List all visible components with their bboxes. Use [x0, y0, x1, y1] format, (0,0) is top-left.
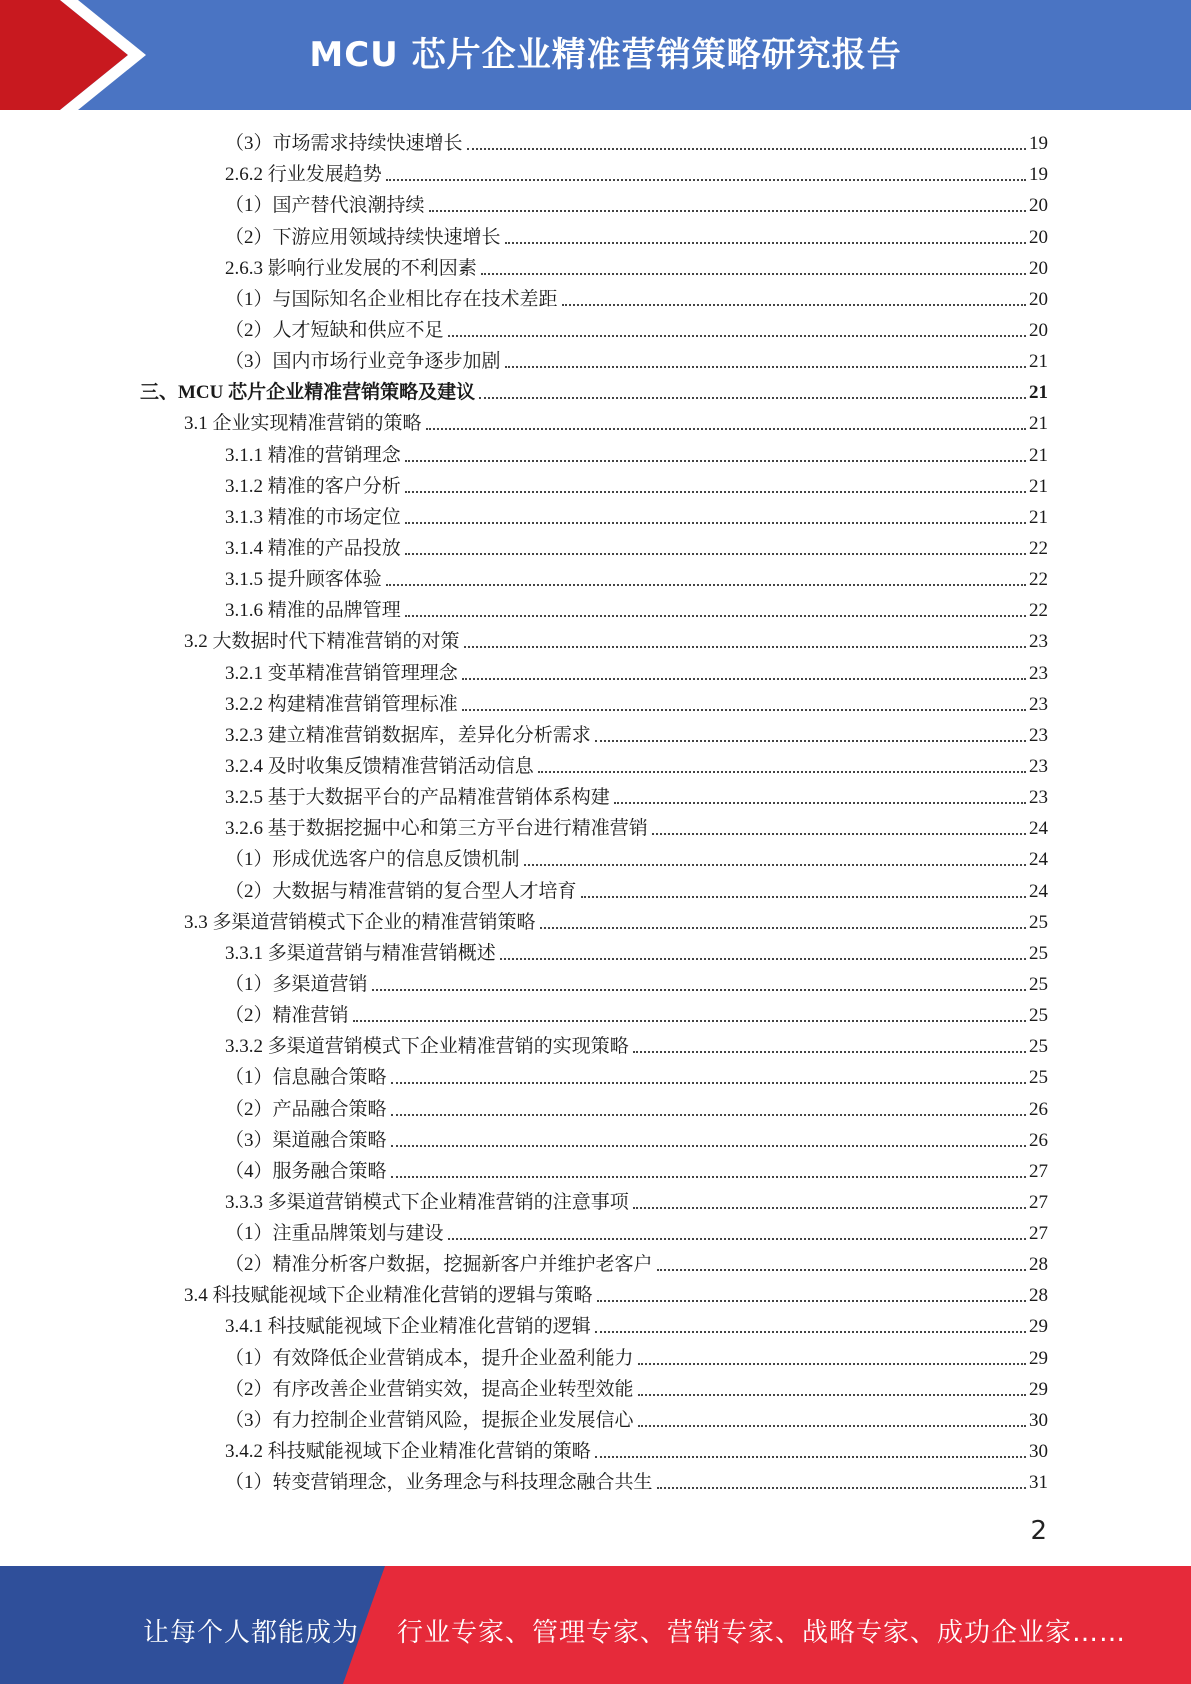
toc-dot-leader [614, 802, 1026, 804]
toc-entry[interactable] [140, 190, 1048, 221]
toc-entry[interactable] [140, 346, 1048, 377]
toc-dot-leader [405, 460, 1026, 462]
toc-entry-title: 3.2.6 基于数据挖掘中心和第三方平台进行精准营销 [225, 818, 648, 840]
toc-entry[interactable] [140, 159, 1048, 190]
toc-entry[interactable] [140, 284, 1048, 315]
toc-entry[interactable] [140, 1187, 1048, 1218]
toc-entry-page: 22 [1029, 569, 1048, 591]
toc-entry-title: （1）形成优选客户的信息反馈机制 [225, 849, 520, 871]
toc-dot-leader [638, 1363, 1026, 1365]
toc-entry-title: 3.3 多渠道营销模式下企业的精准营销策略 [184, 911, 536, 933]
toc-entry-page: 20 [1029, 257, 1048, 279]
toc-entry-title: 3.2.5 基于大数据平台的产品精准营销体系构建 [225, 787, 610, 809]
toc-dot-leader [464, 646, 1026, 648]
toc-entry[interactable] [140, 502, 1048, 533]
toc-entry[interactable] [140, 533, 1048, 564]
toc-entry[interactable] [140, 1436, 1048, 1467]
toc-dot-leader [505, 366, 1026, 368]
toc-entry-title: （1）转变营销理念，业务理念与科技理念融合共生 [225, 1472, 653, 1494]
toc-entry[interactable] [140, 408, 1048, 439]
toc-entry-title: 3.1 企业实现精准营销的策略 [184, 413, 422, 435]
table-of-contents [140, 128, 1048, 1498]
toc-entry[interactable] [140, 1031, 1048, 1062]
toc-entry-page: 21 [1029, 444, 1048, 466]
toc-entry-page: 25 [1029, 942, 1048, 964]
footer-slogan-left: 让每个人都能成为 [143, 1618, 360, 1648]
toc-dot-leader [652, 833, 1026, 835]
toc-entry-page: 24 [1029, 849, 1048, 871]
toc-entry-page: 25 [1029, 1067, 1048, 1089]
toc-entry-title: 3.4.2 科技赋能视域下企业精准化营销的策略 [225, 1441, 591, 1463]
toc-entry[interactable] [140, 689, 1048, 720]
toc-entry-page: 23 [1029, 724, 1048, 746]
toc-entry-title: （1）注重品牌策划与建设 [225, 1223, 444, 1245]
toc-entry-title: （2）人才短缺和供应不足 [225, 319, 444, 341]
toc-entry[interactable] [140, 844, 1048, 875]
toc-entry-title: 3.1.6 精准的品牌管理 [225, 600, 401, 622]
toc-entry-title: （2）大数据与精准营销的复合型人才培育 [225, 880, 577, 902]
toc-dot-leader [581, 896, 1026, 898]
toc-entry[interactable] [140, 657, 1048, 688]
toc-entry-title: （1）与国际知名企业相比存在技术差距 [225, 288, 558, 310]
toc-dot-leader [657, 1269, 1026, 1271]
toc-dot-leader [595, 1456, 1026, 1458]
toc-dot-leader [391, 1082, 1026, 1084]
toc-dot-leader [426, 428, 1026, 430]
toc-entry-title: 3.1.1 精准的营销理念 [225, 444, 401, 466]
toc-entry[interactable] [140, 1125, 1048, 1156]
toc-entry[interactable] [140, 969, 1048, 1000]
toc-entry-page: 21 [1029, 506, 1048, 528]
toc-dot-leader [462, 709, 1026, 711]
toc-entry-title: 3.3.3 多渠道营销模式下企业精准营销的注意事项 [225, 1191, 629, 1213]
toc-entry-page: 28 [1029, 1285, 1048, 1307]
toc-entry-title: 3.3.1 多渠道营销与精准营销概述 [225, 942, 496, 964]
toc-dot-leader [595, 740, 1026, 742]
toc-entry-title: 2.6.3 影响行业发展的不利因素 [225, 257, 477, 279]
toc-dot-leader [638, 1425, 1026, 1427]
toc-entry-title: （2）产品融合策略 [225, 1098, 387, 1120]
toc-entry-title: 3.2.4 及时收集反馈精准营销活动信息 [225, 755, 534, 777]
toc-entry-page: 20 [1029, 319, 1048, 341]
toc-entry-title: （2）下游应用领域持续快速增长 [225, 226, 501, 248]
toc-entry[interactable] [140, 907, 1048, 938]
toc-entry-title: 3.2.3 建立精准营销数据库，差异化分析需求 [225, 724, 591, 746]
toc-entry-page: 24 [1029, 880, 1048, 902]
toc-entry[interactable] [140, 813, 1048, 844]
toc-entry-page: 20 [1029, 226, 1048, 248]
toc-dot-leader [633, 1051, 1026, 1053]
toc-entry-page: 25 [1029, 973, 1048, 995]
toc-entry-page: 30 [1029, 1409, 1048, 1431]
toc-entry-page: 26 [1029, 1129, 1048, 1151]
toc-entry[interactable] [140, 720, 1048, 751]
report-title: MCU 芯片企业精准营销策略研究报告 [309, 35, 902, 75]
toc-entry-title: 3.2.1 变革精准营销管理理念 [225, 662, 458, 684]
toc-entry-page: 27 [1029, 1223, 1048, 1245]
toc-dot-leader [405, 615, 1026, 617]
toc-entry[interactable] [140, 1405, 1048, 1436]
toc-entry[interactable] [140, 471, 1048, 502]
toc-dot-leader [391, 1114, 1026, 1116]
toc-entry-page: 23 [1029, 787, 1048, 809]
toc-entry-page: 20 [1029, 195, 1048, 217]
toc-dot-leader [524, 864, 1026, 866]
toc-entry-page: 22 [1029, 537, 1048, 559]
toc-entry[interactable] [140, 1467, 1048, 1498]
toc-entry-page: 25 [1029, 1005, 1048, 1027]
toc-entry-title: 3.1.4 精准的产品投放 [225, 537, 401, 559]
toc-entry-title: （3）渠道融合策略 [225, 1129, 387, 1151]
toc-entry-title: 3.4.1 科技赋能视域下企业精准化营销的逻辑 [225, 1316, 591, 1338]
toc-entry-page: 27 [1029, 1160, 1048, 1182]
toc-dot-leader [405, 522, 1026, 524]
toc-dot-leader [386, 179, 1026, 181]
toc-entry-title: （3）国内市场行业竞争逐步加剧 [225, 351, 501, 373]
toc-entry[interactable] [140, 938, 1048, 969]
toc-entry[interactable] [140, 1093, 1048, 1124]
toc-entry-title: 3.1.5 提升顾客体验 [225, 569, 382, 591]
toc-entry-title: 3.4 科技赋能视域下企业精准化营销的逻辑与策略 [184, 1285, 593, 1307]
toc-entry-title: （2）有序改善企业营销实效，提高企业转型效能 [225, 1378, 634, 1400]
toc-entry[interactable] [140, 1280, 1048, 1311]
toc-entry-title: （1）国产替代浪潮持续 [225, 195, 425, 217]
toc-entry-page: 21 [1029, 382, 1048, 404]
toc-dot-leader [505, 242, 1026, 244]
toc-dot-leader [467, 148, 1026, 150]
toc-entry[interactable] [140, 1218, 1048, 1249]
toc-entry-title: （2）精准营销 [225, 1005, 349, 1027]
toc-entry-title: 3.2 大数据时代下精准营销的对策 [184, 631, 460, 653]
toc-entry[interactable] [140, 1000, 1048, 1031]
toc-dot-leader [448, 1238, 1026, 1240]
toc-entry-page: 25 [1029, 1036, 1048, 1058]
toc-dot-leader [353, 1020, 1026, 1022]
toc-entry-page: 29 [1029, 1316, 1048, 1338]
toc-entry-page: 29 [1029, 1347, 1048, 1369]
toc-dot-leader [429, 210, 1026, 212]
toc-dot-leader [448, 335, 1026, 337]
toc-dot-leader [391, 1176, 1026, 1178]
toc-entry[interactable] [140, 1249, 1048, 1280]
toc-dot-leader [500, 958, 1026, 960]
toc-entry[interactable] [140, 1342, 1048, 1373]
toc-dot-leader [391, 1145, 1026, 1147]
toc-entry[interactable] [140, 1311, 1048, 1342]
toc-entry-page: 21 [1029, 351, 1048, 373]
toc-entry-page: 21 [1029, 475, 1048, 497]
toc-dot-leader [638, 1394, 1026, 1396]
toc-entry-title: （2）精准分析客户数据，挖掘新客户并维护老客户 [225, 1254, 653, 1276]
toc-entry-page: 30 [1029, 1441, 1048, 1463]
toc-entry-title: 2.6.2 行业发展趋势 [225, 164, 382, 186]
toc-entry-title: 三、MCU 芯片企业精准营销策略及建议 [140, 382, 476, 404]
toc-entry[interactable] [140, 1062, 1048, 1093]
toc-entry[interactable] [140, 595, 1048, 626]
footer-banner [0, 1566, 1191, 1684]
toc-entry[interactable] [140, 626, 1048, 657]
toc-entry[interactable] [140, 1156, 1048, 1187]
toc-dot-leader [479, 397, 1026, 399]
toc-entry[interactable] [140, 221, 1048, 252]
toc-dot-leader [372, 989, 1026, 991]
toc-entry-page: 31 [1029, 1472, 1048, 1494]
toc-entry[interactable] [140, 439, 1048, 470]
toc-dot-leader [405, 491, 1026, 493]
toc-dot-leader [597, 1300, 1026, 1302]
toc-entry-title: （1）信息融合策略 [225, 1067, 387, 1089]
toc-entry-title: （3）有力控制企业营销风险，提振企业发展信心 [225, 1409, 634, 1431]
toc-entry[interactable] [140, 751, 1048, 782]
toc-entry[interactable] [140, 782, 1048, 813]
toc-dot-leader [405, 553, 1026, 555]
toc-entry-title: 3.3.2 多渠道营销模式下企业精准营销的实现策略 [225, 1036, 629, 1058]
toc-dot-leader [595, 1331, 1026, 1333]
toc-entry-title: （4）服务融合策略 [225, 1160, 387, 1182]
toc-entry-page: 29 [1029, 1378, 1048, 1400]
toc-entry[interactable] [140, 875, 1048, 906]
toc-entry-page: 27 [1029, 1191, 1048, 1213]
toc-entry[interactable] [140, 377, 1048, 408]
toc-entry-title: （3）市场需求持续快速增长 [225, 133, 463, 155]
toc-entry-page: 19 [1029, 164, 1048, 186]
toc-dot-leader [481, 273, 1026, 275]
footer-slogan-right: 行业专家、管理专家、营销专家、战略专家、成功企业家…… [397, 1618, 1127, 1648]
toc-entry[interactable] [140, 128, 1048, 159]
toc-dot-leader [538, 771, 1026, 773]
toc-entry-title: （1）有效降低企业营销成本，提升企业盈利能力 [225, 1347, 634, 1369]
toc-dot-leader [386, 584, 1026, 586]
toc-entry-page: 20 [1029, 288, 1048, 310]
page-number: 2 [1030, 1516, 1047, 1546]
toc-entry-page: 23 [1029, 755, 1048, 777]
toc-entry-page: 21 [1029, 413, 1048, 435]
toc-dot-leader [562, 304, 1026, 306]
toc-entry-title: 3.1.2 精准的客户分析 [225, 475, 401, 497]
toc-entry[interactable] [140, 315, 1048, 346]
toc-entry-page: 28 [1029, 1254, 1048, 1276]
toc-entry-page: 19 [1029, 133, 1048, 155]
toc-dot-leader [462, 678, 1026, 680]
toc-dot-leader [657, 1487, 1026, 1489]
toc-entry-page: 23 [1029, 631, 1048, 653]
toc-entry-title: 3.2.2 构建精准营销管理标准 [225, 693, 458, 715]
toc-entry[interactable] [140, 564, 1048, 595]
toc-entry[interactable] [140, 253, 1048, 284]
toc-entry-page: 24 [1029, 818, 1048, 840]
toc-entry-page: 22 [1029, 600, 1048, 622]
toc-entry-page: 23 [1029, 693, 1048, 715]
toc-entry-page: 25 [1029, 911, 1048, 933]
toc-dot-leader [633, 1207, 1026, 1209]
toc-entry-title: 3.1.3 精准的市场定位 [225, 506, 401, 528]
toc-dot-leader [540, 927, 1026, 929]
toc-entry-page: 26 [1029, 1098, 1048, 1120]
toc-entry-title: （1）多渠道营销 [225, 973, 368, 995]
toc-entry-page: 23 [1029, 662, 1048, 684]
header-banner [0, 0, 1191, 110]
toc-entry[interactable] [140, 1374, 1048, 1405]
